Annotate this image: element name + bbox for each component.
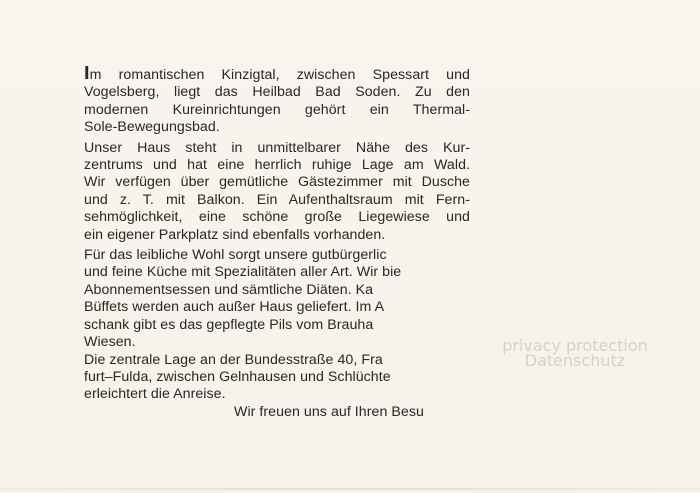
text-line: und feine Küche mit Spezialitäten aller Art. Wir bie [84,264,402,281]
text-line: erleichtert die Anreise. [84,386,226,403]
text-line: Die zentrale Lage an der Bundesstraße 40, Fra [84,351,383,368]
watermark-line-2: Datenschutz [524,351,626,370]
text-line: schank gibt es das gepflegte Pils vom Brauha [84,316,374,333]
text-line: Wiesen. [84,334,136,351]
closing-line: Wir freuen uns auf Ihren Besu [234,403,424,420]
text-line: ein eigener Parkplatz sind ebenfalls vorhanden. [84,226,386,243]
drop-cap: I [84,66,90,84]
text-line: furt–Fulda, zwischen Gelnhausen und Schlüchte [84,368,391,385]
text-line: Im romantischen Kinzigtal, zwischen Spessart und [84,66,470,84]
privacy-watermark [500,338,650,368]
text-line: modernen Kureinrichtungen gehört ein Thermal- [84,101,470,118]
text-line: Büffets werden auch außer Haus geliefert. Im A [84,299,385,316]
text-line: Unser Haus steht in unmittelbarer Nähe des Kur- [84,139,470,156]
text-line: sehmöglichkeit, eine schöne große Liegewiese und [84,209,470,226]
text-line: und z. T. mit Balkon. Ein Aufenthaltsraum mit Fern- [84,191,470,208]
watermark-line-1: privacy protection [502,336,648,355]
bottom-edge [0,488,700,490]
text-line: Abonnementsessen und sämtliche Diäten. Ka [84,281,374,298]
text-line: Sole-Bewegungsbad. [84,119,220,136]
text-line: Wir verfügen über gemütliche Gästezimmer mit Dusche [84,174,470,191]
description-text [84,66,470,421]
text-line: zentrums und hat eine herrlich ruhige Lage am Wald. [84,157,470,174]
text-line: Für das leibliche Wohl sorgt unsere gutbürgerlic [84,247,387,264]
text-line: Vogelsberg, liegt das Heilbad Bad Soden. Zu den [84,84,470,101]
